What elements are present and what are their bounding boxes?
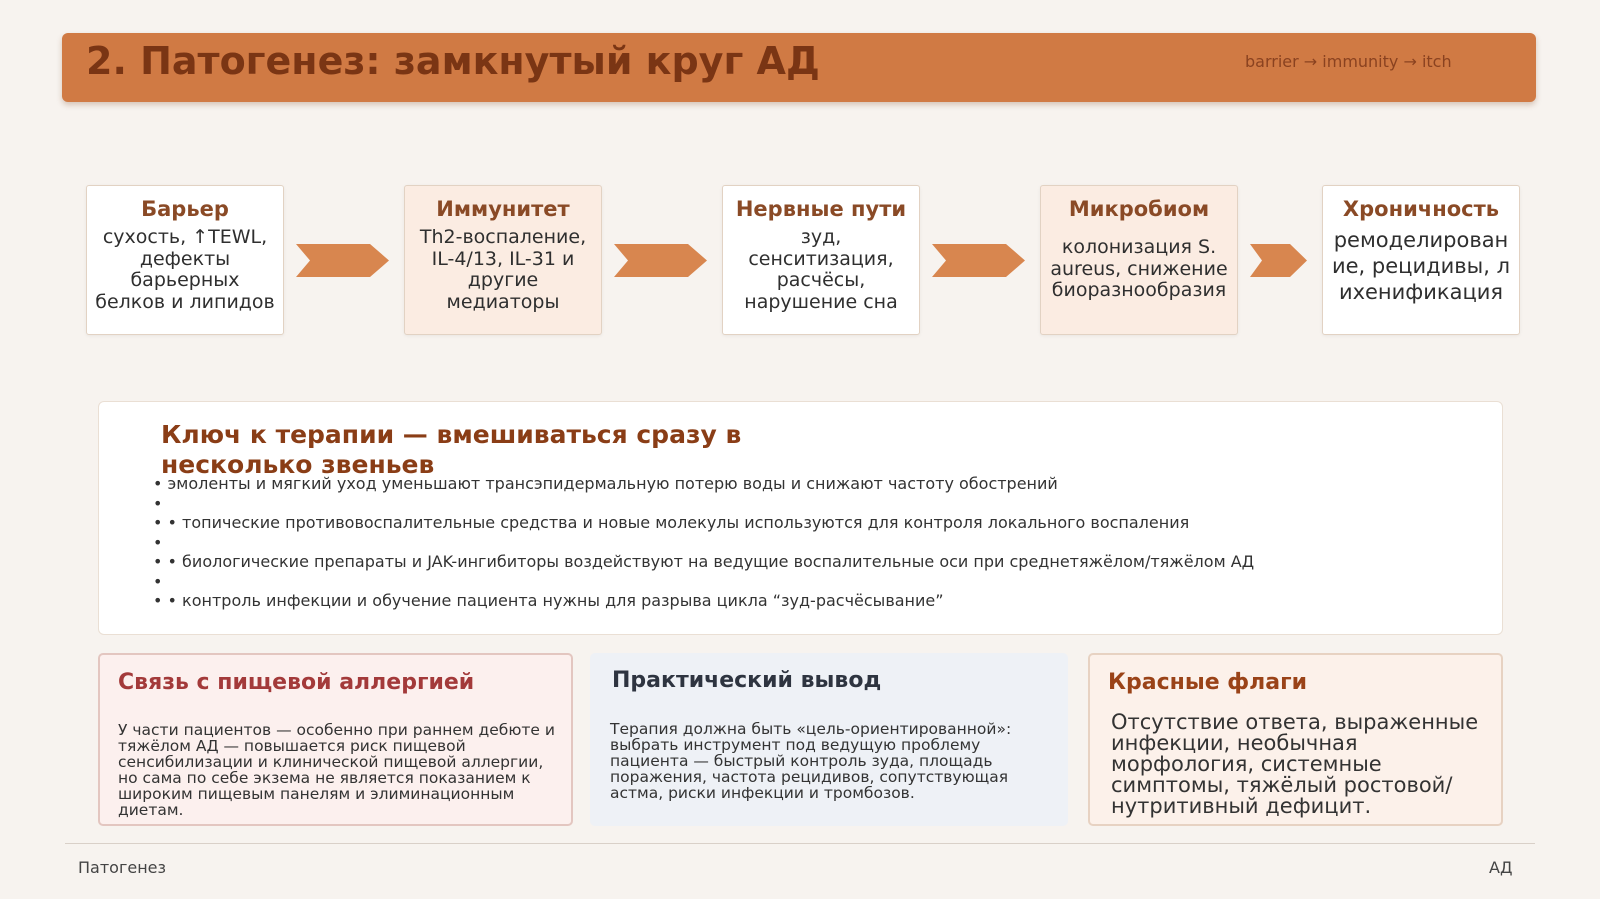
step-title: Микробиом <box>1068 197 1210 221</box>
card-text: Терапия должна быть «цель-ориентированной»: выбрать инструмент под ведущую проблему пациента — быстрый контроль зуда, площадь поражения, частота рецидивов, сопутствующая астма, риски инфекции и тромбозов. <box>610 720 1012 802</box>
chevron-arrow-icon <box>296 244 390 277</box>
therapy-bullet-list <box>153 474 1254 611</box>
header-tagline: barrier → immunity → itch <box>1245 52 1452 71</box>
card-title: Красные флаги <box>1108 670 1307 695</box>
step-text: сухость, ↑TEWL, дефекты барьерных белков и липидов <box>95 226 275 313</box>
card-text: У части пациентов — особенно при раннем дебюте и тяжёлом АД — повышается риск пищевой сенсибилизации и клинической пищевой аллергии, но сама по себе экзема не является показанием к широким пищевым панелям и элиминационным диетам. <box>118 721 555 819</box>
step-text: колонизация S. aureus, снижение биоразнообразия <box>1050 236 1228 301</box>
step-immunity <box>404 185 602 335</box>
therapy-key-panel <box>98 401 1503 635</box>
chevron-arrow-icon <box>1250 244 1308 277</box>
card-text: Отсутствие ответа, выраженные инфекции, необычная морфология, системные симптомы, тяжёлый ростовой/нутритивный дефицит. <box>1111 710 1479 818</box>
step-text: ремоделирование, рецидивы, лихенификация <box>1331 228 1510 304</box>
chevron-arrow-icon <box>932 244 1026 277</box>
step-text: зуд, сенситизация, расчёсы, нарушение сна <box>744 226 898 313</box>
bullet-item: • • контроль инфекции и обучение пациента нужны для разрыва цикла “зуд-расчёсывание” <box>153 591 944 610</box>
footer-divider <box>65 843 1535 844</box>
bullet-item: • <box>153 532 163 552</box>
step-title: Иммунитет <box>436 197 570 221</box>
therapy-key-title: Ключ к терапии — вмешиваться сразу в несколько звеньев <box>161 420 742 479</box>
food-allergy-card <box>98 653 573 826</box>
step-nerves <box>722 185 920 335</box>
bullet-item: • <box>153 493 163 513</box>
step-title: Барьер <box>141 197 229 221</box>
card-title: Связь с пищевой аллергией <box>118 670 475 695</box>
practical-conclusion-card <box>590 653 1068 826</box>
card-title: Практический вывод <box>612 668 882 693</box>
bullet-item: • • топические противовоспалительные средства и новые молекулы используются для контроля локального воспаления <box>153 513 1190 532</box>
bullet-item: • эмоленты и мягкий уход уменьшают трансэпидермальную потерю воды и снижают частоту обострений <box>153 474 1058 493</box>
step-microbiome <box>1040 185 1238 335</box>
step-title: Хроничность <box>1342 197 1500 221</box>
step-barrier <box>86 185 284 335</box>
step-chronicity <box>1322 185 1520 335</box>
step-title: Нервные пути <box>735 197 907 221</box>
footer-section-label: Патогенез <box>78 858 167 877</box>
bullet-item: • <box>153 571 163 591</box>
red-flags-card <box>1088 653 1503 826</box>
slide-title: 2. Патогенез: замкнутый круг АД <box>86 39 820 83</box>
step-text: Th2-воспаление, IL-4/13, IL-31 и другие медиаторы <box>419 226 587 313</box>
chevron-arrow-icon <box>614 244 708 277</box>
footer-topic-label: АД <box>1489 858 1513 877</box>
slide-header <box>62 33 1536 102</box>
bullet-item: • • биологические препараты и JAK-ингибиторы воздействуют на ведущие воспалительные оси при среднетяжёлом/тяжёлом АД <box>153 552 1255 571</box>
